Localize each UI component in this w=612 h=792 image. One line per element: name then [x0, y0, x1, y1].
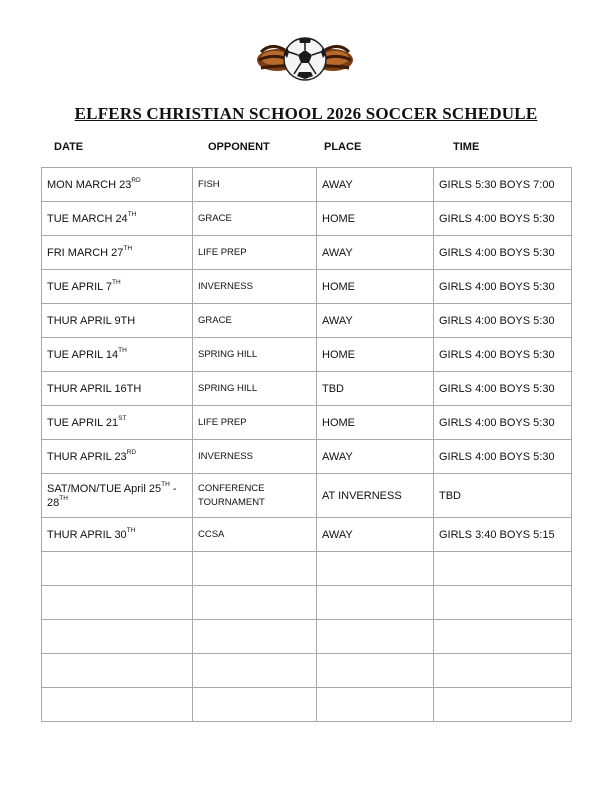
opponent-cell: SPRING HILL: [193, 372, 317, 406]
date-cell: TUE APRIL 14TH: [42, 338, 193, 372]
opponent-cell: LIFE PREP: [193, 406, 317, 440]
place-cell: AWAY: [317, 168, 434, 202]
date-cell: TUE APRIL 21ST: [42, 406, 193, 440]
empty-table-row: [42, 688, 572, 722]
table-row: [42, 372, 572, 406]
date-cell: THUR APRIL 9TH: [42, 304, 193, 338]
table-row: [42, 338, 572, 372]
table-row: [42, 236, 572, 270]
place-cell: AWAY: [317, 440, 434, 474]
empty-cell: [317, 620, 434, 654]
soccer-ball-logo-icon: [255, 28, 355, 92]
header-opponent: OPPONENT: [208, 141, 270, 153]
opponent-cell: LIFE PREP: [193, 236, 317, 270]
place-cell: AT INVERNESS: [317, 474, 434, 518]
time-cell: GIRLS 4:00 BOYS 5:30: [434, 406, 572, 440]
opponent-cell: FISH: [193, 168, 317, 202]
time-cell: GIRLS 3:40 BOYS 5:15: [434, 518, 572, 552]
header-date: DATE: [54, 141, 84, 153]
time-cell: GIRLS 4:00 BOYS 5:30: [434, 304, 572, 338]
empty-cell: [317, 654, 434, 688]
date-cell: SAT/MON/TUE April 25TH - 28TH: [42, 474, 193, 518]
empty-cell: [193, 586, 317, 620]
table-row: [42, 474, 572, 518]
empty-cell: [434, 552, 572, 586]
empty-cell: [193, 688, 317, 722]
table-row: [42, 518, 572, 552]
table-row: [42, 168, 572, 202]
place-cell: HOME: [317, 406, 434, 440]
opponent-cell: INVERNESS: [193, 270, 317, 304]
time-cell: GIRLS 4:00 BOYS 5:30: [434, 236, 572, 270]
time-cell: GIRLS 4:00 BOYS 5:30: [434, 202, 572, 236]
empty-cell: [42, 688, 193, 722]
empty-cell: [42, 586, 193, 620]
date-cell: THUR APRIL 16TH: [42, 372, 193, 406]
place-cell: HOME: [317, 270, 434, 304]
empty-table-row: [42, 552, 572, 586]
time-cell: GIRLS 4:00 BOYS 5:30: [434, 338, 572, 372]
header-place: PLACE: [324, 141, 362, 153]
opponent-cell: SPRING HILL: [193, 338, 317, 372]
time-cell: GIRLS 4:00 BOYS 5:30: [434, 372, 572, 406]
empty-table-row: [42, 620, 572, 654]
time-cell: TBD: [434, 474, 572, 518]
place-cell: AWAY: [317, 304, 434, 338]
place-cell: TBD: [317, 372, 434, 406]
place-cell: AWAY: [317, 236, 434, 270]
empty-cell: [193, 654, 317, 688]
time-cell: GIRLS 4:00 BOYS 5:30: [434, 440, 572, 474]
place-cell: HOME: [317, 338, 434, 372]
time-cell: GIRLS 4:00 BOYS 5:30: [434, 270, 572, 304]
table-row: [42, 406, 572, 440]
opponent-cell: CONFERENCE TOURNAMENT: [193, 474, 317, 518]
opponent-cell: CCSA: [193, 518, 317, 552]
opponent-cell: GRACE: [193, 304, 317, 338]
empty-cell: [42, 552, 193, 586]
empty-cell: [317, 688, 434, 722]
date-cell: TUE APRIL 7TH: [42, 270, 193, 304]
place-cell: AWAY: [317, 518, 434, 552]
empty-table-row: [42, 586, 572, 620]
table-row: [42, 270, 572, 304]
schedule-table: [41, 167, 572, 722]
table-row: [42, 440, 572, 474]
date-cell: FRI MARCH 27TH: [42, 236, 193, 270]
page-title: ELFERS CHRISTIAN SCHOOL 2026 SOCCER SCHEDULE: [74, 104, 538, 123]
empty-cell: [434, 688, 572, 722]
empty-cell: [42, 654, 193, 688]
date-cell: THUR APRIL 23RD: [42, 440, 193, 474]
empty-cell: [434, 620, 572, 654]
opponent-cell: GRACE: [193, 202, 317, 236]
date-cell: MON MARCH 23RD: [42, 168, 193, 202]
time-cell: GIRLS 5:30 BOYS 7:00: [434, 168, 572, 202]
date-cell: THUR APRIL 30TH: [42, 518, 193, 552]
empty-cell: [42, 620, 193, 654]
empty-cell: [434, 586, 572, 620]
empty-cell: [193, 620, 317, 654]
empty-cell: [434, 654, 572, 688]
header-time: TIME: [453, 141, 480, 153]
opponent-cell: INVERNESS: [193, 440, 317, 474]
table-row: [42, 304, 572, 338]
table-row: [42, 202, 572, 236]
empty-cell: [317, 552, 434, 586]
date-cell: TUE MARCH 24TH: [42, 202, 193, 236]
place-cell: HOME: [317, 202, 434, 236]
soccer-ball-icon: [284, 38, 326, 80]
empty-cell: [193, 552, 317, 586]
empty-cell: [317, 586, 434, 620]
empty-table-row: [42, 654, 572, 688]
